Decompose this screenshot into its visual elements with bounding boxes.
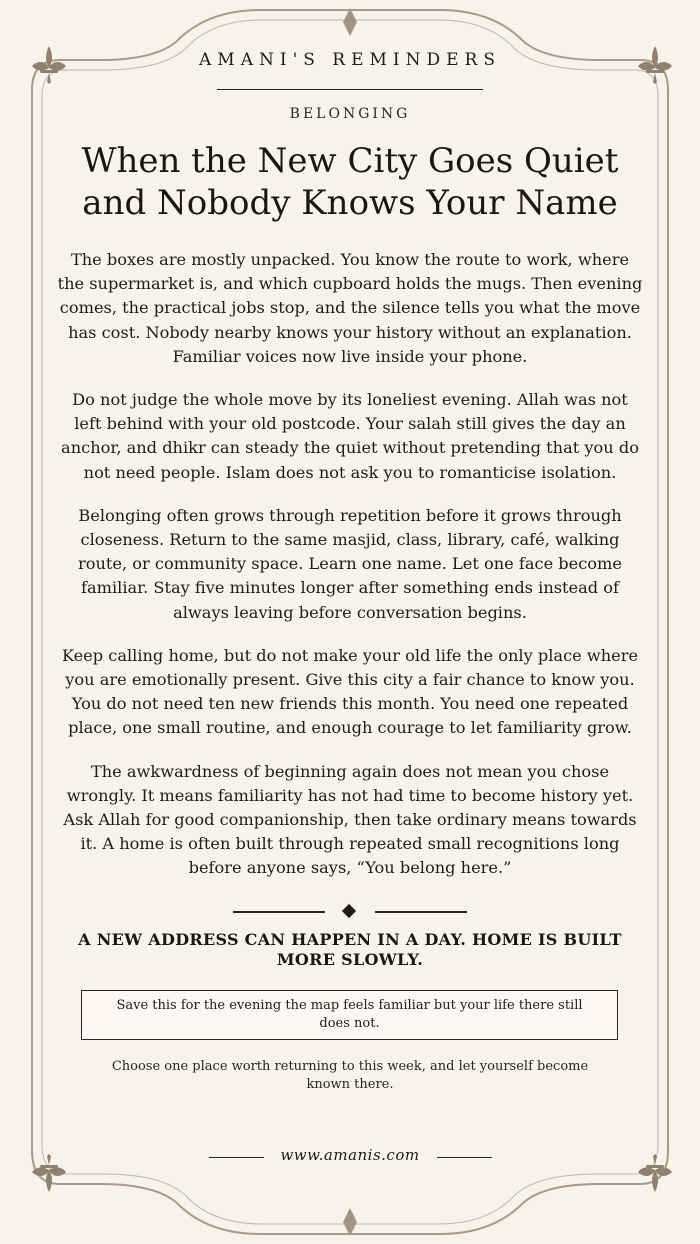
brand-underline xyxy=(217,89,483,90)
paragraph: The awkwardness of beginning again does not mean you chose wrongly. It means familiarity has not had time to become history yet. Ask Allah for good companionship, then take ordinary means towards it. A home is often built through repeated small recognitions long before anyone says, “You belong here.” xyxy=(63,761,637,878)
page-title: When the New City Goes Quiet and Nobody Knows Your Name xyxy=(81,141,619,223)
pull-quote: A NEW ADDRESS CAN HAPPEN IN A DAY. HOME IS BUILT MORE SLOWLY. xyxy=(78,930,622,969)
paragraph: Keep calling home, but do not make your old life the only place where you are emotionally present. Give this city a fair chance to know you. You do not need ten new friends this month. You need one repeated place, one small routine, and enough courage to let familiarity grow. xyxy=(61,645,639,738)
section-divider xyxy=(230,904,470,920)
website-link[interactable]: www.amanis.com xyxy=(280,1146,420,1164)
article-body xyxy=(56,248,644,900)
diamond-icon xyxy=(342,904,356,918)
paragraph: Belonging often grows through repetition before it grows through closeness. Return to the same masjid, class, library, café, walking route, or community space. Learn one name. Let one face become familiar. Stay five minutes longer after something ends instead of always leaving before conversation begins. xyxy=(78,505,622,622)
divider-line xyxy=(375,911,467,913)
save-note-box: Save this for the evening the map feels familiar but your life there still does not. xyxy=(81,990,618,1040)
category-label: BELONGING xyxy=(289,106,411,122)
brand-name: AMANI'S REMINDERS xyxy=(199,50,501,70)
paragraph: The boxes are mostly unpacked. You know the route to work, where the supermarket is, and which cupboard holds the mugs. Then evening comes, the practical jobs stop, and the silence tells you what the move has cost. Nobody nearby knows your history without an explanation. Familiar voices now live inside your phone. xyxy=(57,250,643,366)
closing-note: Choose one place worth returning to this week, and let yourself become known there. xyxy=(111,1059,589,1092)
divider-line xyxy=(233,911,325,913)
footer xyxy=(0,1146,700,1170)
footer-line-right xyxy=(437,1157,492,1158)
paragraph: Do not judge the whole move by its loneliest evening. Allah was not left behind with your old postcode. Your salah still gives the day an anchor, and dhikr can steady the quiet without pretending that you do not need people. Islam does not ask you to romanticise isolation. xyxy=(61,390,639,482)
